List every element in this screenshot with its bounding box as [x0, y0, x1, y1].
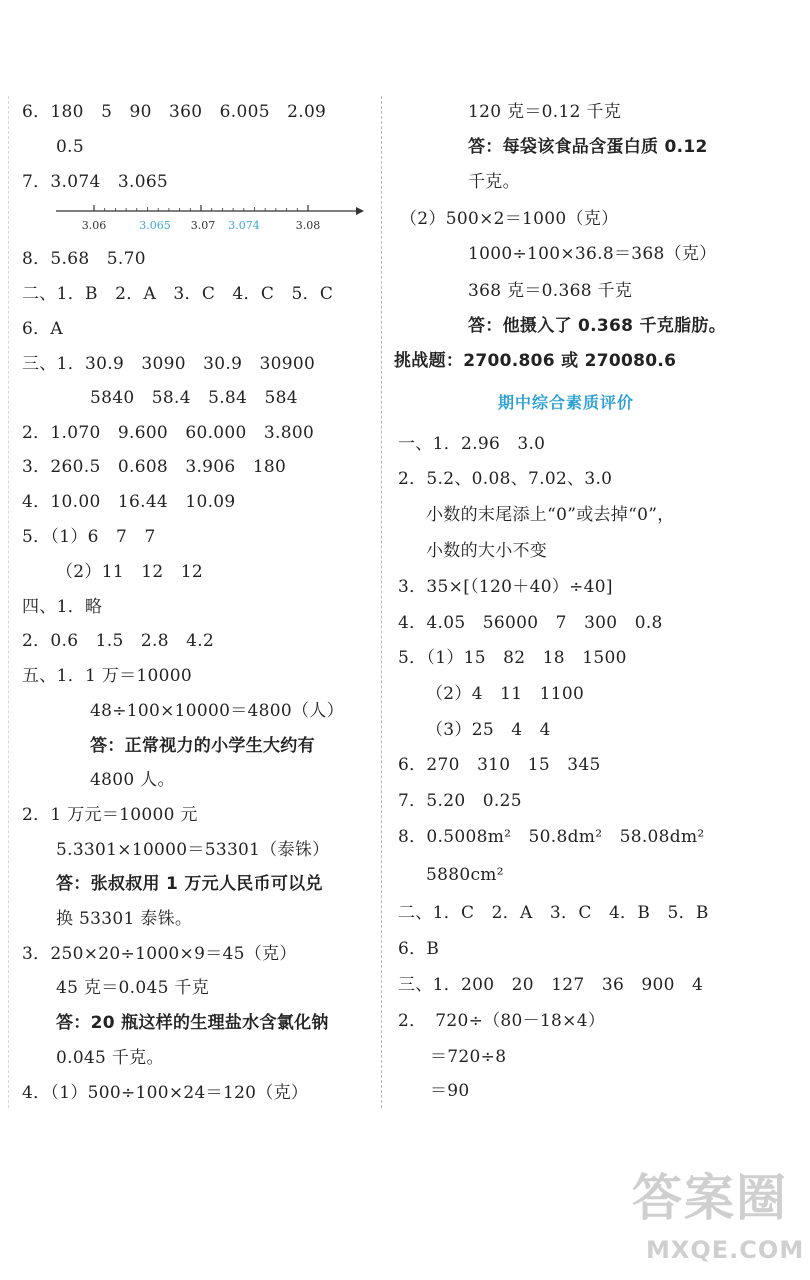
tick-label-highlight: 3.074: [228, 219, 260, 232]
answer-line: 5．（1）6 7 7: [22, 527, 156, 547]
section-title: 期中综合素质评价: [497, 393, 634, 412]
answer-line: 8．0.5008m² 50.8dm² 58.08dm²: [398, 827, 705, 847]
answer-line: 五、1．1 万＝10000: [22, 666, 193, 686]
answer-line: 0.045 千克。: [56, 1048, 164, 1068]
answer-line: 二、1．B 2．A 3．C 4．C 5．C: [22, 284, 334, 304]
answer-line: 5．（1）15 82 18 1500: [398, 648, 627, 668]
answer-line: 换 53301 泰铢。: [56, 909, 193, 929]
answer-line: 6．A: [22, 319, 63, 339]
answer-line: （3）25 4 4: [426, 720, 551, 740]
answer-line: 6．B: [398, 939, 440, 959]
answer-line: 48÷100×10000＝4800（人）: [90, 701, 344, 721]
answer-line: 4．10.00 16.44 10.09: [22, 492, 236, 512]
number-line: [56, 199, 366, 235]
answer-line: 答：每袋该食品含蛋白质 0.12: [468, 137, 708, 157]
answer-line: 3．250×20÷1000×9＝45（克）: [22, 944, 297, 964]
tick-label-highlight: 3.065: [139, 219, 171, 232]
answer-line: （2）500×2＝1000（克）: [400, 209, 619, 229]
answer-line: （2）11 12 12: [56, 562, 204, 582]
watermark-url: MXQE.COM: [646, 1236, 805, 1264]
answer-line: 4800 人。: [90, 770, 175, 790]
answer-line: 120 克＝0.12 千克: [468, 102, 622, 122]
answer-line: 三、1．30.9 3090 30.9 30900: [22, 354, 316, 374]
answer-line: 2．0.6 1.5 2.8 4.2: [22, 631, 215, 651]
answer-line: 2．1 万元＝10000 元: [22, 805, 198, 825]
tick-label: 3.07: [190, 219, 216, 232]
left-margin-rule: [8, 96, 9, 1108]
answer-line: 8．5.68 5.70: [22, 249, 146, 269]
watermark-text: 答案圈: [632, 1169, 788, 1227]
answer-line: 45 克＝0.045 千克: [56, 978, 210, 998]
answer-line: 答：正常视力的小学生大约有: [90, 736, 315, 756]
answer-line: ＝90: [430, 1081, 470, 1101]
answer-line: 小数的末尾添上“0”或去掉“0”，: [426, 505, 675, 525]
answer-line: 一、1．2.96 3.0: [398, 434, 546, 454]
answer-line: 368 克＝0.368 千克: [468, 281, 633, 301]
answer-line: 5880cm²: [426, 865, 504, 885]
answer-line: 4．（1）500÷100×24＝120（克）: [22, 1083, 309, 1103]
answer-line: 四、1．略: [22, 597, 103, 617]
tick-label: 3.08: [295, 219, 321, 232]
tick-label: 3.06: [81, 219, 107, 232]
answer-line: 3．260.5 0.608 3.906 180: [22, 457, 287, 477]
answer-line: 答：张叔叔用 1 万元人民币可以兑: [56, 874, 323, 894]
answer-line: 二、1．C 2．A 3．C 4．B 5．B: [398, 903, 709, 923]
answer-line: 6．180 5 90 360 6.005 2.09: [22, 102, 327, 122]
answer-line: 0.5: [56, 137, 84, 157]
answer-line: 答：20 瓶这样的生理盐水含氯化钠: [56, 1013, 329, 1033]
answer-line: 3．35×[（120＋40）÷40]: [398, 577, 613, 597]
answer-line: 2． 720÷（80－18×4）: [398, 1011, 606, 1031]
answer-line: 4．4.05 56000 7 300 0.8: [398, 613, 663, 633]
answer-line: 答：他摄入了 0.368 千克脂肪。: [468, 316, 727, 336]
answer-line: 5.3301×10000＝53301（泰铢）: [56, 840, 330, 860]
answer-line: 小数的大小不变: [426, 541, 548, 561]
answer-line: 2．5.2、0.08、7.02、3.0: [398, 469, 613, 489]
answer-line: ＝720÷8: [430, 1047, 507, 1067]
watermark-logo: [628, 1150, 805, 1270]
answer-line: 6．270 310 15 345: [398, 755, 601, 775]
challenge-answer: 挑战题：2700.806 或 270080.6: [394, 351, 677, 371]
answer-line: 千克。: [468, 172, 520, 192]
answer-line: 7．5.20 0.25: [398, 791, 522, 811]
answer-line: 三、1．200 20 127 36 900 4: [398, 975, 704, 995]
column-divider: [381, 96, 382, 1108]
number-line-ticks: [94, 205, 308, 211]
answer-line: 7．3.074 3.065: [22, 172, 169, 192]
answer-line: 2．1.070 9.600 60.000 3.800: [22, 423, 315, 443]
answer-line: （2）4 11 1100: [426, 684, 585, 704]
answer-line: 5840 58.4 5.84 584: [90, 388, 298, 408]
answer-line: 1000÷100×36.8＝368（克）: [468, 244, 717, 264]
